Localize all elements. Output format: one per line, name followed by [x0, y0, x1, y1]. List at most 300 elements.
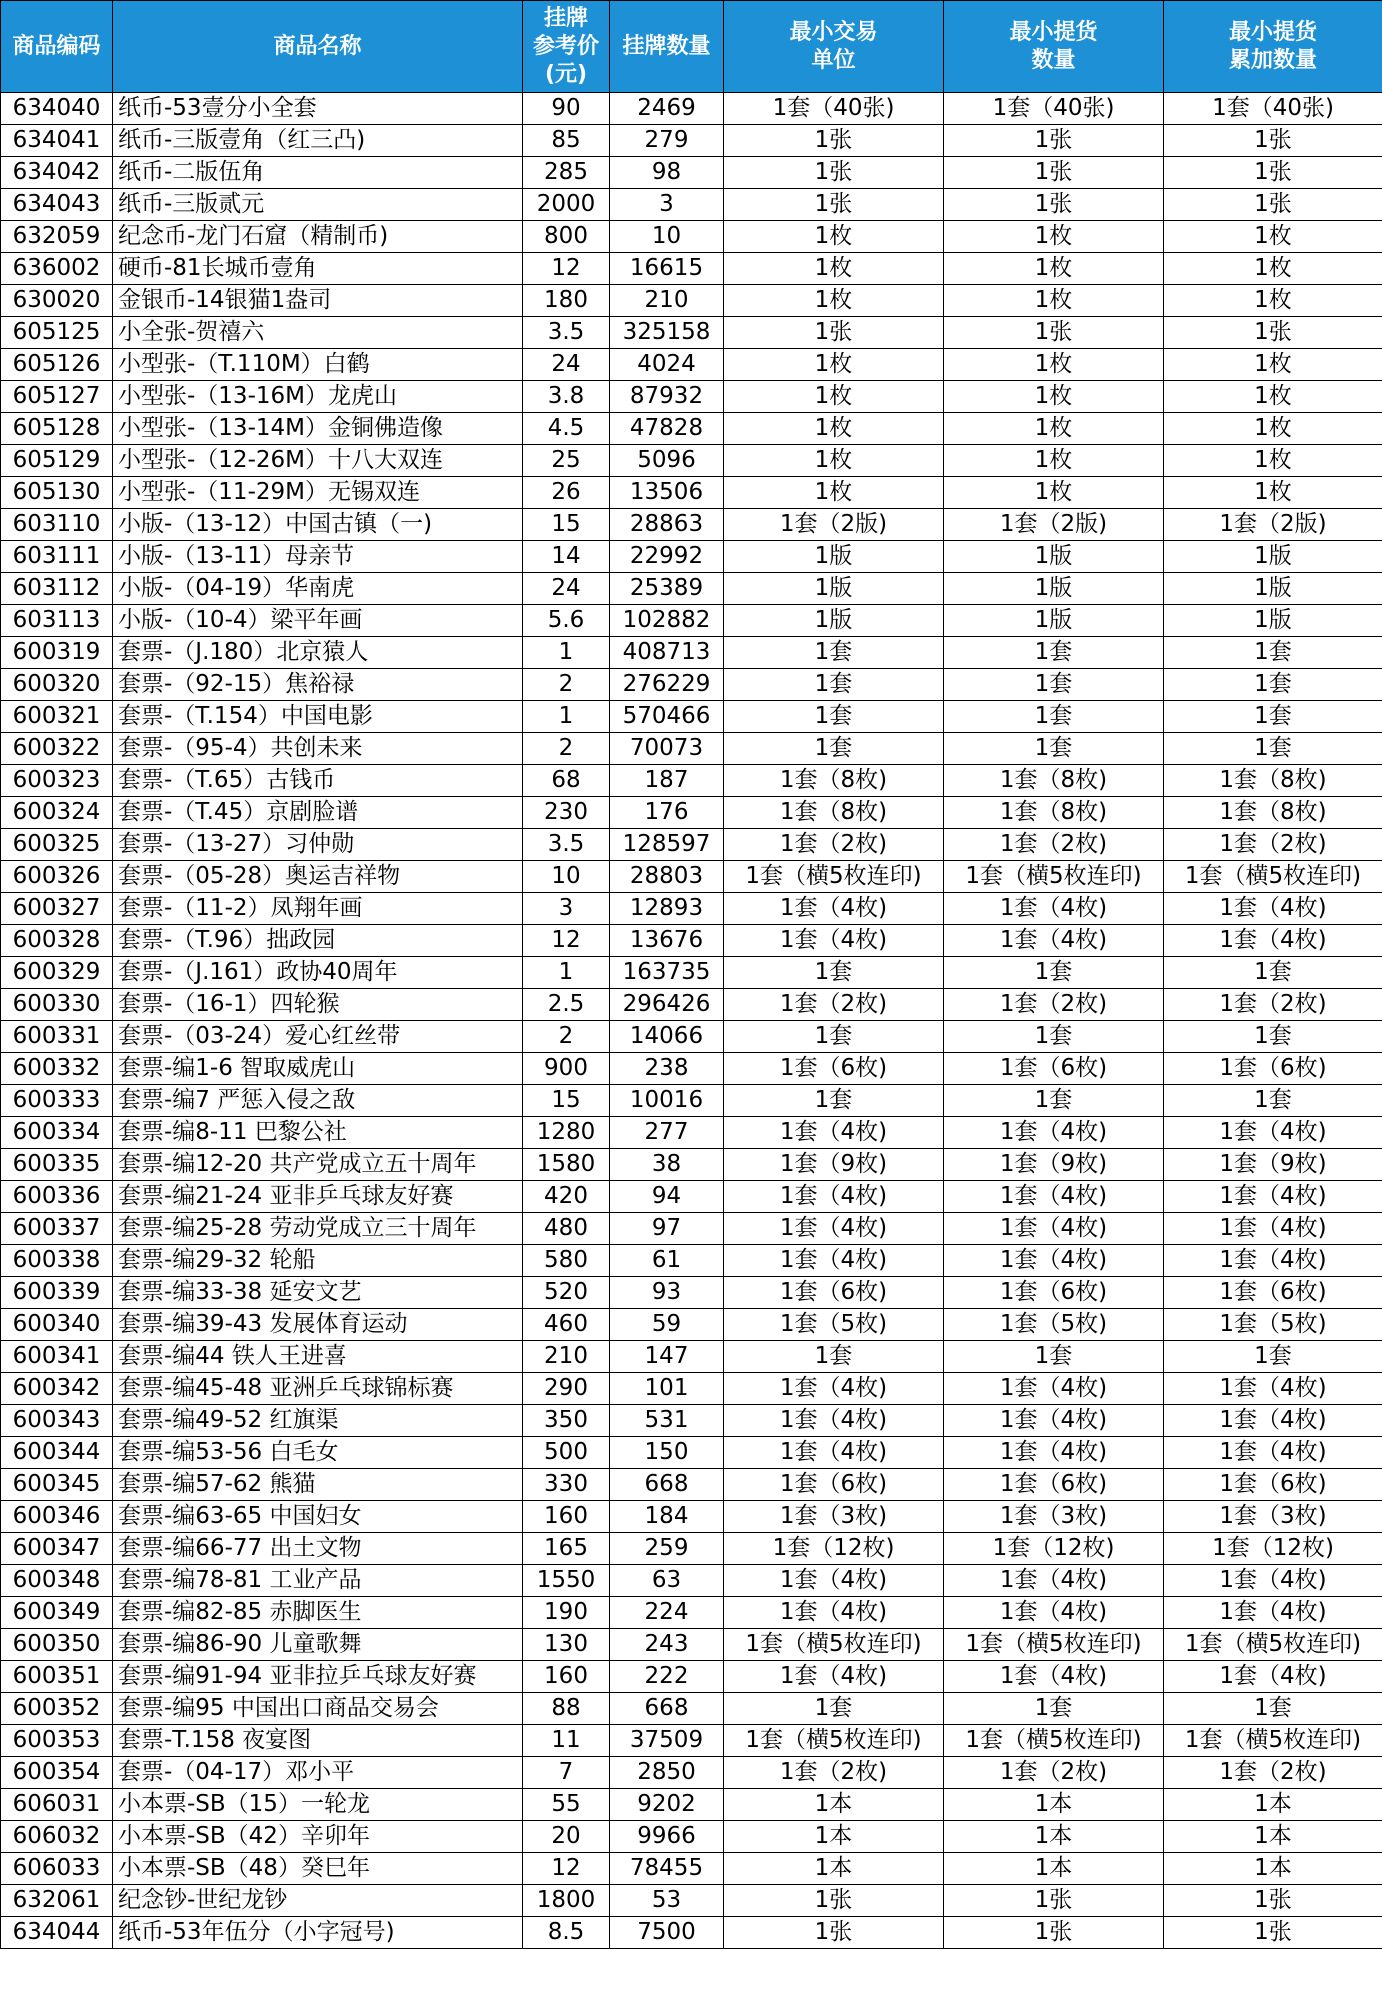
- header-label-line: 挂牌数量: [622, 33, 711, 59]
- cell-reference-price: 24: [523, 573, 610, 605]
- table-row: [1, 1341, 1382, 1373]
- cell-listing-quantity: 59: [610, 1309, 724, 1341]
- cell-listing-quantity: 408713: [610, 637, 724, 669]
- cell-product-code: 600330: [1, 989, 113, 1021]
- cell-product-code: 600347: [1, 1533, 113, 1565]
- table-row: [1, 1181, 1382, 1213]
- cell-min-pickup-increment: 1套（横5枚连印): [1164, 861, 1382, 893]
- cell-min-pickup-quantity: 1套（12枚): [944, 1533, 1164, 1565]
- cell-min-pickup-quantity: 1套（6枚): [944, 1277, 1164, 1309]
- cell-min-pickup-increment: 1套: [1164, 669, 1382, 701]
- cell-reference-price: 15: [523, 509, 610, 541]
- cell-min-pickup-increment: 1枚: [1164, 349, 1382, 381]
- cell-listing-quantity: 163735: [610, 957, 724, 989]
- cell-product-code: 603112: [1, 573, 113, 605]
- cell-min-pickup-quantity: 1套（横5枚连印): [944, 861, 1164, 893]
- cell-listing-quantity: 13676: [610, 925, 724, 957]
- cell-min-pickup-quantity: 1套: [944, 1085, 1164, 1117]
- cell-min-pickup-quantity: 1套（4枚): [944, 1373, 1164, 1405]
- cell-min-pickup-quantity: 1套（6枚): [944, 1469, 1164, 1501]
- cell-product-code: 600336: [1, 1181, 113, 1213]
- table-row: [1, 1373, 1382, 1405]
- cell-reference-price: 165: [523, 1533, 610, 1565]
- cell-min-pickup-quantity: 1套（4枚): [944, 1597, 1164, 1629]
- cell-min-trade-unit: 1套（2枚): [724, 989, 944, 1021]
- cell-min-trade-unit: 1枚: [724, 381, 944, 413]
- cell-product-code: 600333: [1, 1085, 113, 1117]
- cell-min-trade-unit: 1套: [724, 701, 944, 733]
- cell-min-pickup-quantity: 1套（4枚): [944, 1117, 1164, 1149]
- cell-product-code: 632061: [1, 1885, 113, 1917]
- cell-min-pickup-increment: 1套（12枚): [1164, 1533, 1382, 1565]
- table-row: [1, 701, 1382, 733]
- table-row: [1, 445, 1382, 477]
- cell-reference-price: 1580: [523, 1149, 610, 1181]
- cell-listing-quantity: 78455: [610, 1853, 724, 1885]
- cell-min-pickup-increment: 1套（5枚): [1164, 1309, 1382, 1341]
- cell-listing-quantity: 94: [610, 1181, 724, 1213]
- header-min-pickup-quantity: [944, 1, 1164, 93]
- cell-product-name: 套票-（16-1）四轮猴: [113, 989, 523, 1021]
- table-row: [1, 221, 1382, 253]
- cell-min-pickup-quantity: 1张: [944, 1885, 1164, 1917]
- cell-product-name: 套票-编82-85 赤脚医生: [113, 1597, 523, 1629]
- cell-min-pickup-increment: 1枚: [1164, 413, 1382, 445]
- cell-min-pickup-quantity: 1套: [944, 957, 1164, 989]
- cell-min-trade-unit: 1枚: [724, 413, 944, 445]
- cell-min-pickup-quantity: 1套（横5枚连印): [944, 1725, 1164, 1757]
- cell-min-pickup-increment: 1套（2枚): [1164, 989, 1382, 1021]
- cell-min-pickup-quantity: 1套（40张): [944, 93, 1164, 125]
- cell-min-trade-unit: 1套（2枚): [724, 1757, 944, 1789]
- cell-product-code: 600346: [1, 1501, 113, 1533]
- cell-product-code: 606031: [1, 1789, 113, 1821]
- cell-min-pickup-quantity: 1张: [944, 1917, 1164, 1949]
- cell-min-pickup-increment: 1张: [1164, 157, 1382, 189]
- cell-reference-price: 3: [523, 893, 610, 925]
- cell-min-pickup-quantity: 1套: [944, 1341, 1164, 1373]
- cell-min-trade-unit: 1枚: [724, 477, 944, 509]
- header-label-line: 单位: [811, 47, 856, 73]
- cell-min-pickup-increment: 1版: [1164, 573, 1382, 605]
- cell-min-pickup-quantity: 1套（2枚): [944, 989, 1164, 1021]
- cell-min-pickup-increment: 1枚: [1164, 477, 1382, 509]
- cell-product-name: 套票-编91-94 亚非拉乒乓球友好赛: [113, 1661, 523, 1693]
- cell-min-pickup-quantity: 1套（4枚): [944, 1437, 1164, 1469]
- table-row: [1, 1853, 1382, 1885]
- cell-min-pickup-increment: 1枚: [1164, 445, 1382, 477]
- cell-min-trade-unit: 1本: [724, 1821, 944, 1853]
- table-row: [1, 1757, 1382, 1789]
- cell-min-trade-unit: 1套（横5枚连印): [724, 861, 944, 893]
- cell-product-name: 纸币-三版壹角（红三凸): [113, 125, 523, 157]
- cell-listing-quantity: 222: [610, 1661, 724, 1693]
- cell-reference-price: 3.5: [523, 317, 610, 349]
- cell-product-name: 小版-（13-12）中国古镇（一): [113, 509, 523, 541]
- cell-min-pickup-increment: 1套（4枚): [1164, 1405, 1382, 1437]
- cell-reference-price: 68: [523, 765, 610, 797]
- cell-reference-price: 1: [523, 637, 610, 669]
- cell-reference-price: 85: [523, 125, 610, 157]
- cell-product-code: 606032: [1, 1821, 113, 1853]
- cell-min-trade-unit: 1张: [724, 157, 944, 189]
- cell-product-code: 600322: [1, 733, 113, 765]
- table-row: [1, 1917, 1382, 1949]
- cell-reference-price: 7: [523, 1757, 610, 1789]
- cell-reference-price: 520: [523, 1277, 610, 1309]
- header-label-line: 最小交易: [789, 19, 878, 45]
- cell-min-pickup-increment: 1本: [1164, 1789, 1382, 1821]
- cell-product-name: 小型张-（13-14M）金铜佛造像: [113, 413, 523, 445]
- cell-min-pickup-increment: 1枚: [1164, 381, 1382, 413]
- cell-product-name: 套票-编57-62 熊猫: [113, 1469, 523, 1501]
- cell-product-name: 小全张-贺禧六: [113, 317, 523, 349]
- cell-min-trade-unit: 1枚: [724, 285, 944, 317]
- cell-min-pickup-increment: 1张: [1164, 317, 1382, 349]
- table-row: [1, 1437, 1382, 1469]
- cell-min-pickup-quantity: 1本: [944, 1853, 1164, 1885]
- table-row: [1, 1501, 1382, 1533]
- header-label-line: (元): [544, 61, 588, 87]
- cell-reference-price: 420: [523, 1181, 610, 1213]
- cell-reference-price: 290: [523, 1373, 610, 1405]
- cell-product-code: 600326: [1, 861, 113, 893]
- cell-min-pickup-quantity: 1套（8枚): [944, 797, 1164, 829]
- cell-min-pickup-increment: 1套（40张): [1164, 93, 1382, 125]
- cell-min-pickup-increment: 1套（4枚): [1164, 1117, 1382, 1149]
- cell-listing-quantity: 184: [610, 1501, 724, 1533]
- cell-product-code: 600320: [1, 669, 113, 701]
- cell-reference-price: 12: [523, 925, 610, 957]
- cell-min-pickup-increment: 1套: [1164, 957, 1382, 989]
- cell-listing-quantity: 238: [610, 1053, 724, 1085]
- table-row: [1, 1309, 1382, 1341]
- cell-min-trade-unit: 1套（12枚): [724, 1533, 944, 1565]
- cell-product-name: 套票-（J.180）北京猿人: [113, 637, 523, 669]
- cell-product-name: 套票-（95-4）共创未来: [113, 733, 523, 765]
- table-body: [1, 93, 1382, 1949]
- cell-listing-quantity: 53: [610, 1885, 724, 1917]
- cell-min-pickup-increment: 1套（8枚): [1164, 797, 1382, 829]
- cell-product-code: 600334: [1, 1117, 113, 1149]
- cell-product-name: 套票-编95 中国出口商品交易会: [113, 1693, 523, 1725]
- cell-listing-quantity: 325158: [610, 317, 724, 349]
- cell-min-pickup-quantity: 1套（6枚): [944, 1053, 1164, 1085]
- cell-listing-quantity: 176: [610, 797, 724, 829]
- cell-min-trade-unit: 1套（4枚): [724, 1597, 944, 1629]
- cell-min-trade-unit: 1套（8枚): [724, 797, 944, 829]
- cell-product-code: 600349: [1, 1597, 113, 1629]
- cell-listing-quantity: 37509: [610, 1725, 724, 1757]
- cell-product-code: 600354: [1, 1757, 113, 1789]
- cell-product-code: 600353: [1, 1725, 113, 1757]
- table-row: [1, 957, 1382, 989]
- cell-product-name: 套票-编86-90 儿童歌舞: [113, 1629, 523, 1661]
- cell-min-pickup-increment: 1套（4枚): [1164, 1437, 1382, 1469]
- cell-product-name: 纪念钞-世纪龙钞: [113, 1885, 523, 1917]
- cell-min-trade-unit: 1版: [724, 605, 944, 637]
- cell-product-name: 套票-（03-24）爱心红丝带: [113, 1021, 523, 1053]
- cell-listing-quantity: 7500: [610, 1917, 724, 1949]
- table-row: [1, 1725, 1382, 1757]
- cell-listing-quantity: 13506: [610, 477, 724, 509]
- cell-min-trade-unit: 1套（40张): [724, 93, 944, 125]
- header-product-code: [1, 1, 113, 93]
- cell-product-name: 小型张-（12-26M）十八大双连: [113, 445, 523, 477]
- table-row: [1, 797, 1382, 829]
- cell-reference-price: 2.5: [523, 989, 610, 1021]
- cell-listing-quantity: 531: [610, 1405, 724, 1437]
- cell-min-trade-unit: 1套（3枚): [724, 1501, 944, 1533]
- table-row: [1, 93, 1382, 125]
- table-row: [1, 285, 1382, 317]
- cell-min-pickup-quantity: 1套（2枚): [944, 1757, 1164, 1789]
- cell-listing-quantity: 668: [610, 1693, 724, 1725]
- cell-listing-quantity: 128597: [610, 829, 724, 861]
- cell-min-trade-unit: 1套（6枚): [724, 1277, 944, 1309]
- cell-product-name: 套票-编7 严惩入侵之敌: [113, 1085, 523, 1117]
- cell-min-pickup-increment: 1套（4枚): [1164, 1213, 1382, 1245]
- table-row: [1, 1277, 1382, 1309]
- cell-min-trade-unit: 1套: [724, 1085, 944, 1117]
- cell-product-name: 套票-编21-24 亚非乒乓球友好赛: [113, 1181, 523, 1213]
- cell-min-pickup-quantity: 1套（4枚): [944, 1661, 1164, 1693]
- table-row: [1, 1085, 1382, 1117]
- cell-min-trade-unit: 1张: [724, 125, 944, 157]
- cell-min-pickup-increment: 1套（9枚): [1164, 1149, 1382, 1181]
- cell-product-code: 603110: [1, 509, 113, 541]
- cell-listing-quantity: 2850: [610, 1757, 724, 1789]
- cell-min-trade-unit: 1张: [724, 317, 944, 349]
- table-row: [1, 733, 1382, 765]
- cell-listing-quantity: 668: [610, 1469, 724, 1501]
- table-row: [1, 765, 1382, 797]
- cell-reference-price: 2: [523, 1021, 610, 1053]
- cell-listing-quantity: 2469: [610, 93, 724, 125]
- cell-min-pickup-increment: 1套（横5枚连印): [1164, 1629, 1382, 1661]
- cell-product-code: 605125: [1, 317, 113, 349]
- cell-product-name: 纸币-三版贰元: [113, 189, 523, 221]
- cell-min-trade-unit: 1套（2版): [724, 509, 944, 541]
- cell-min-pickup-quantity: 1套（2版): [944, 509, 1164, 541]
- cell-min-trade-unit: 1套（4枚): [724, 1245, 944, 1277]
- cell-product-code: 600329: [1, 957, 113, 989]
- cell-product-name: 套票-（T.96）拙政园: [113, 925, 523, 957]
- cell-product-code: 634041: [1, 125, 113, 157]
- table-row: [1, 1789, 1382, 1821]
- cell-reference-price: 1: [523, 957, 610, 989]
- cell-product-code: 632059: [1, 221, 113, 253]
- cell-min-trade-unit: 1套: [724, 637, 944, 669]
- cell-min-pickup-quantity: 1张: [944, 157, 1164, 189]
- table-row: [1, 1021, 1382, 1053]
- cell-reference-price: 3.8: [523, 381, 610, 413]
- cell-product-code: 600340: [1, 1309, 113, 1341]
- cell-listing-quantity: 3: [610, 189, 724, 221]
- cell-min-trade-unit: 1张: [724, 1917, 944, 1949]
- cell-reference-price: 14: [523, 541, 610, 573]
- cell-product-name: 套票-编63-65 中国妇女: [113, 1501, 523, 1533]
- cell-min-pickup-quantity: 1本: [944, 1821, 1164, 1853]
- cell-min-trade-unit: 1套（4枚): [724, 1373, 944, 1405]
- cell-min-pickup-increment: 1本: [1164, 1821, 1382, 1853]
- cell-listing-quantity: 10: [610, 221, 724, 253]
- table-row: [1, 189, 1382, 221]
- cell-min-pickup-increment: 1套（4枚): [1164, 1373, 1382, 1405]
- cell-min-trade-unit: 1套（6枚): [724, 1469, 944, 1501]
- cell-reference-price: 2000: [523, 189, 610, 221]
- cell-product-name: 小型张-（11-29M）无锡双连: [113, 477, 523, 509]
- cell-min-pickup-increment: 1套（8枚): [1164, 765, 1382, 797]
- cell-product-code: 600328: [1, 925, 113, 957]
- cell-reference-price: 24: [523, 349, 610, 381]
- cell-product-name: 套票-编8-11 巴黎公社: [113, 1117, 523, 1149]
- cell-reference-price: 210: [523, 1341, 610, 1373]
- cell-min-trade-unit: 1套（9枚): [724, 1149, 944, 1181]
- cell-product-code: 600348: [1, 1565, 113, 1597]
- cell-reference-price: 180: [523, 285, 610, 317]
- header-listing-quantity: [610, 1, 724, 93]
- table-row: [1, 1245, 1382, 1277]
- header-reference-price: [523, 1, 610, 93]
- cell-product-code: 630020: [1, 285, 113, 317]
- cell-product-name: 金银币-14银猫1盎司: [113, 285, 523, 317]
- cell-product-name: 套票-（11-2）凤翔年画: [113, 893, 523, 925]
- cell-reference-price: 2: [523, 669, 610, 701]
- cell-product-code: 634043: [1, 189, 113, 221]
- cell-product-code: 600331: [1, 1021, 113, 1053]
- cell-listing-quantity: 25389: [610, 573, 724, 605]
- cell-product-name: 套票-（T.65）古钱币: [113, 765, 523, 797]
- cell-min-trade-unit: 1套（4枚): [724, 893, 944, 925]
- cell-min-pickup-increment: 1张: [1164, 125, 1382, 157]
- cell-min-trade-unit: 1枚: [724, 253, 944, 285]
- cell-listing-quantity: 147: [610, 1341, 724, 1373]
- table-row: [1, 413, 1382, 445]
- cell-product-code: 600337: [1, 1213, 113, 1245]
- cell-min-pickup-quantity: 1套（2枚): [944, 829, 1164, 861]
- cell-product-name: 套票-编33-38 延安文艺: [113, 1277, 523, 1309]
- cell-min-trade-unit: 1套（6枚): [724, 1053, 944, 1085]
- cell-min-trade-unit: 1张: [724, 1885, 944, 1917]
- cell-product-name: 套票-编66-77 出土文物: [113, 1533, 523, 1565]
- cell-min-pickup-increment: 1套（4枚): [1164, 1565, 1382, 1597]
- cell-listing-quantity: 279: [610, 125, 724, 157]
- cell-product-name: 套票-（92-15）焦裕禄: [113, 669, 523, 701]
- cell-min-trade-unit: 1套（4枚): [724, 1405, 944, 1437]
- cell-product-name: 套票-T.158 夜宴图: [113, 1725, 523, 1757]
- cell-listing-quantity: 28863: [610, 509, 724, 541]
- cell-reference-price: 900: [523, 1053, 610, 1085]
- cell-min-trade-unit: 1本: [724, 1853, 944, 1885]
- cell-min-trade-unit: 1套（4枚): [724, 1181, 944, 1213]
- header-row: [1, 1, 1382, 93]
- cell-product-name: 套票-（04-17）邓小平: [113, 1757, 523, 1789]
- cell-min-pickup-increment: 1套: [1164, 637, 1382, 669]
- table-row: [1, 1533, 1382, 1565]
- cell-product-code: 600338: [1, 1245, 113, 1277]
- cell-product-code: 600327: [1, 893, 113, 925]
- cell-product-code: 600321: [1, 701, 113, 733]
- cell-min-pickup-quantity: 1套: [944, 1021, 1164, 1053]
- cell-min-trade-unit: 1套（4枚): [724, 1565, 944, 1597]
- cell-listing-quantity: 150: [610, 1437, 724, 1469]
- cell-reference-price: 1550: [523, 1565, 610, 1597]
- cell-min-pickup-quantity: 1套: [944, 733, 1164, 765]
- cell-reference-price: 285: [523, 157, 610, 189]
- cell-product-code: 600332: [1, 1053, 113, 1085]
- cell-min-pickup-quantity: 1张: [944, 189, 1164, 221]
- table-row: [1, 1405, 1382, 1437]
- cell-reference-price: 15: [523, 1085, 610, 1117]
- cell-product-code: 605126: [1, 349, 113, 381]
- cell-product-name: 小本票-SB（15）一轮龙: [113, 1789, 523, 1821]
- cell-product-name: 套票-编44 铁人王进喜: [113, 1341, 523, 1373]
- header-min-trade-unit: [724, 1, 944, 93]
- cell-product-code: 634044: [1, 1917, 113, 1949]
- cell-product-code: 600350: [1, 1629, 113, 1661]
- cell-reference-price: 1280: [523, 1117, 610, 1149]
- cell-product-code: 605130: [1, 477, 113, 509]
- cell-listing-quantity: 5096: [610, 445, 724, 477]
- cell-product-code: 600323: [1, 765, 113, 797]
- cell-product-name: 套票-编78-81 工业产品: [113, 1565, 523, 1597]
- cell-product-code: 600342: [1, 1373, 113, 1405]
- cell-product-name: 套票-（T.154）中国电影: [113, 701, 523, 733]
- cell-min-trade-unit: 1套: [724, 957, 944, 989]
- cell-reference-price: 5.6: [523, 605, 610, 637]
- cell-listing-quantity: 187: [610, 765, 724, 797]
- cell-product-code: 634042: [1, 157, 113, 189]
- cell-product-name: 纪念币-龙门石窟（精制币): [113, 221, 523, 253]
- cell-min-trade-unit: 1枚: [724, 349, 944, 381]
- cell-reference-price: 88: [523, 1693, 610, 1725]
- cell-min-trade-unit: 1套（横5枚连印): [724, 1629, 944, 1661]
- cell-min-pickup-quantity: 1枚: [944, 445, 1164, 477]
- cell-product-code: 600325: [1, 829, 113, 861]
- cell-reference-price: 3.5: [523, 829, 610, 861]
- cell-product-code: 636002: [1, 253, 113, 285]
- cell-min-pickup-quantity: 1枚: [944, 477, 1164, 509]
- table-row: [1, 925, 1382, 957]
- cell-product-code: 600352: [1, 1693, 113, 1725]
- cell-min-pickup-increment: 1套（6枚): [1164, 1277, 1382, 1309]
- cell-reference-price: 330: [523, 1469, 610, 1501]
- table-row: [1, 573, 1382, 605]
- cell-min-trade-unit: 1本: [724, 1789, 944, 1821]
- cell-min-pickup-quantity: 1套（横5枚连印): [944, 1629, 1164, 1661]
- cell-reference-price: 160: [523, 1501, 610, 1533]
- cell-listing-quantity: 9202: [610, 1789, 724, 1821]
- cell-reference-price: 130: [523, 1629, 610, 1661]
- cell-reference-price: 90: [523, 93, 610, 125]
- cell-min-pickup-increment: 1版: [1164, 605, 1382, 637]
- cell-reference-price: 12: [523, 1853, 610, 1885]
- table-row: [1, 381, 1382, 413]
- cell-min-pickup-quantity: 1套: [944, 701, 1164, 733]
- cell-reference-price: 460: [523, 1309, 610, 1341]
- cell-min-pickup-increment: 1套（4枚): [1164, 1245, 1382, 1277]
- cell-min-trade-unit: 1套: [724, 733, 944, 765]
- table-row: [1, 1661, 1382, 1693]
- cell-min-pickup-quantity: 1套: [944, 1693, 1164, 1725]
- cell-min-trade-unit: 1套（4枚): [724, 1661, 944, 1693]
- cell-min-pickup-quantity: 1套（4枚): [944, 925, 1164, 957]
- cell-min-pickup-increment: 1枚: [1164, 253, 1382, 285]
- cell-min-pickup-increment: 1枚: [1164, 221, 1382, 253]
- cell-product-code: 600319: [1, 637, 113, 669]
- cell-min-trade-unit: 1套（4枚): [724, 1437, 944, 1469]
